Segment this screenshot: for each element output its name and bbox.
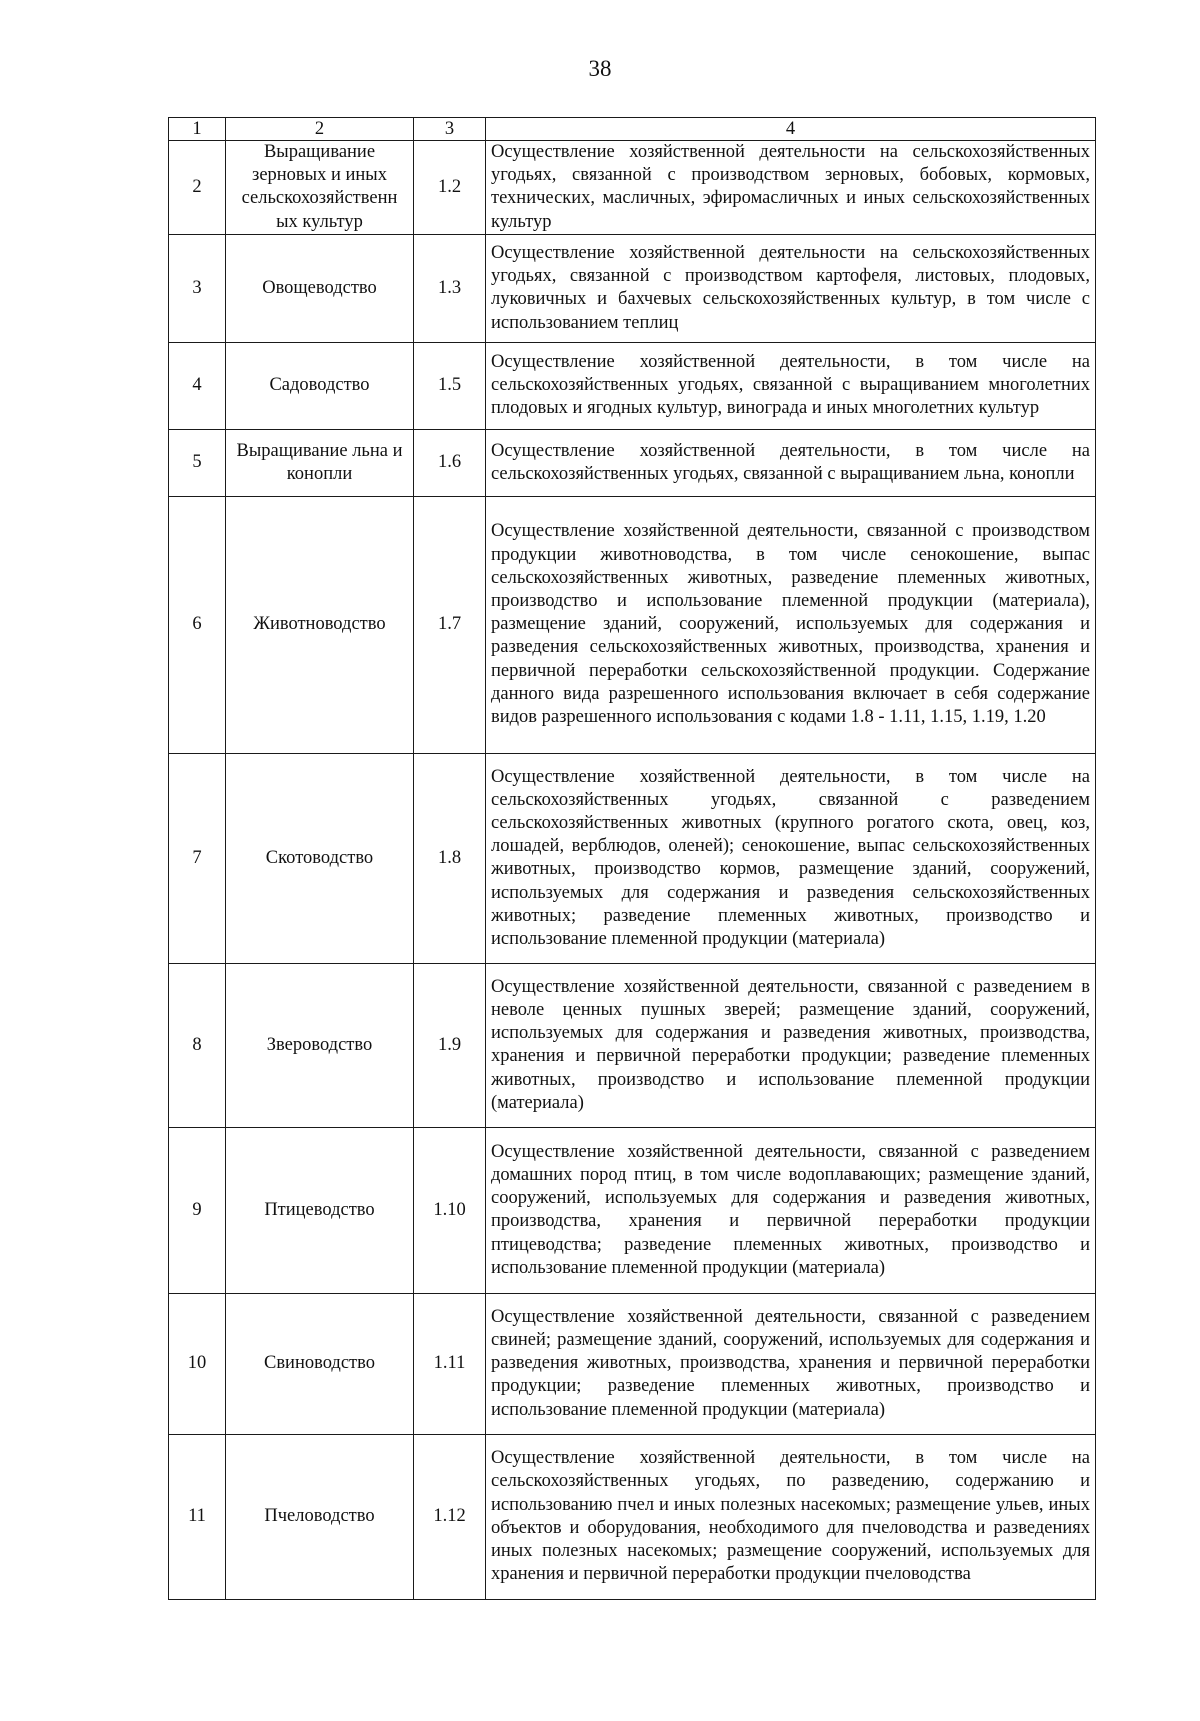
use-type-description: Осуществление хозяйственной деятельности, в том числе на сельскохозяйственных угодьях, связанной с выращиванием многолетних плодовых и ягодных культур, винограда и иных многолетних культур (486, 342, 1096, 429)
row-number: 4 (169, 342, 226, 429)
table-row (169, 496, 1096, 753)
table-row (169, 1434, 1096, 1599)
use-type-code: 1.8 (414, 753, 486, 963)
row-number: 5 (169, 429, 226, 496)
header-cell-2: 2 (226, 118, 414, 141)
table-header-row (169, 118, 1096, 141)
use-type-name: Садоводство (226, 342, 414, 429)
use-type-description: Осуществление хозяйственной деятельности на сельскохозяйственных угодьях, связанной с производством зерновых, бобовых, кормовых, технических, масличных, эфиромасличных и иных сельскохозяйственных культур (486, 141, 1096, 235)
row-number: 3 (169, 234, 226, 342)
header-cell-4: 4 (486, 118, 1096, 141)
table-row (169, 963, 1096, 1127)
use-type-code: 1.10 (414, 1127, 486, 1293)
use-type-description: Осуществление хозяйственной деятельности, связанной с разведением в неволе ценных пушных зверей; размещение зданий, сооружений, используемых для содержания и разведения животных, производства, хранения и первичной переработки продукции; разведение племенных животных, производство и использование племенной продукции (материала) (486, 963, 1096, 1127)
use-type-name: Овощеводство (226, 234, 414, 342)
use-type-description: Осуществление хозяйственной деятельности на сельскохозяйственных угодьях, связанной с производством картофеля, листовых, плодовых, луковичных и бахчевых сельскохозяйственных культур, в том числе с использованием теплиц (486, 234, 1096, 342)
use-type-description: Осуществление хозяйственной деятельности, связанной с производством продукции животноводства, в том числе сенокошение, выпас сельскохозяйственных животных, разведение племенных животных, производство и использование племенной продукции (материала), размещение зданий, сооружений, используемых для содержания и разведения сельскохозяйственных животных, производства, хранения и первичной переработки сельскохозяйственной продукции. Содержание данного вида разрешенного использования включает в себя содержание видов разрешенного использования с кодами 1.8 - 1.11, 1.15, 1.19, 1.20 (486, 496, 1096, 753)
page-number: 38 (588, 56, 612, 81)
use-type-name: Животноводство (226, 496, 414, 753)
row-number: 10 (169, 1293, 226, 1434)
use-type-code: 1.5 (414, 342, 486, 429)
row-number: 7 (169, 753, 226, 963)
table-row (169, 1293, 1096, 1434)
use-type-name: Свиноводство (226, 1293, 414, 1434)
use-type-code: 1.3 (414, 234, 486, 342)
use-type-code: 1.2 (414, 141, 486, 235)
use-type-description: Осуществление хозяйственной деятельности, связанной с разведением свиней; размещение зданий, сооружений, используемых для содержания и разведения животных, производства, хранения и первичной переработки продукции; разведение племенных животных, производство и использование племенной продукции (материала) (486, 1293, 1096, 1434)
use-type-name: Птицеводство (226, 1127, 414, 1293)
row-number: 9 (169, 1127, 226, 1293)
use-type-description: Осуществление хозяйственной деятельности, в том числе на сельскохозяйственных угодьях, связанной с разведением сельскохозяйственных животных (крупного рогатого скота, овец, коз, лошадей, верблюдов, оленей); сенокошение, выпас сельскохозяйственных животных, производство кормов, размещение зданий, сооружений, используемых для содержания и разведения сельскохозяйственных животных; разведение племенных животных, производство и использование племенной продукции (материала) (486, 753, 1096, 963)
use-type-code: 1.12 (414, 1434, 486, 1599)
table-row (169, 342, 1096, 429)
use-type-name: Звероводство (226, 963, 414, 1127)
row-number: 6 (169, 496, 226, 753)
use-type-code: 1.6 (414, 429, 486, 496)
use-type-code: 1.11 (414, 1293, 486, 1434)
use-type-description: Осуществление хозяйственной деятельности, в том числе на сельскохозяйственных угодьях, связанной с выращиванием льна, конопли (486, 429, 1096, 496)
table-row (169, 234, 1096, 342)
use-type-description: Осуществление хозяйственной деятельности, в том числе на сельскохозяйственных угодьях, по разведению, содержанию и использованию пчел и иных полезных насекомых; размещение ульев, иных объектов и оборудования, необходимого для пчеловодства и разведениях иных полезных насекомых; размещение сооружений, используемых для хранения и первичной переработки продукции пчеловодства (486, 1434, 1096, 1599)
use-type-description: Осуществление хозяйственной деятельности, связанной с разведением домашних пород птиц, в том числе водоплавающих; размещение зданий, сооружений, используемых для содержания и разведения животных, производства, хранения и первичной переработки продукции птицеводства; разведение племенных животных, производство и использование племенной продукции (материала) (486, 1127, 1096, 1293)
table-row (169, 1127, 1096, 1293)
table-row (169, 753, 1096, 963)
land-use-table (168, 117, 1096, 1600)
use-type-code: 1.9 (414, 963, 486, 1127)
row-number: 11 (169, 1434, 226, 1599)
row-number: 2 (169, 141, 226, 235)
header-cell-1: 1 (169, 118, 226, 141)
use-type-name: Скотоводство (226, 753, 414, 963)
table-row (169, 141, 1096, 235)
use-type-name: Пчеловодство (226, 1434, 414, 1599)
use-type-name: Выращивание зерновых и иных сельскохозяйственн ых культур (226, 141, 414, 235)
table-row (169, 429, 1096, 496)
row-number: 8 (169, 963, 226, 1127)
header-cell-3: 3 (414, 118, 486, 141)
use-type-name: Выращивание льна и конопли (226, 429, 414, 496)
use-type-code: 1.7 (414, 496, 486, 753)
